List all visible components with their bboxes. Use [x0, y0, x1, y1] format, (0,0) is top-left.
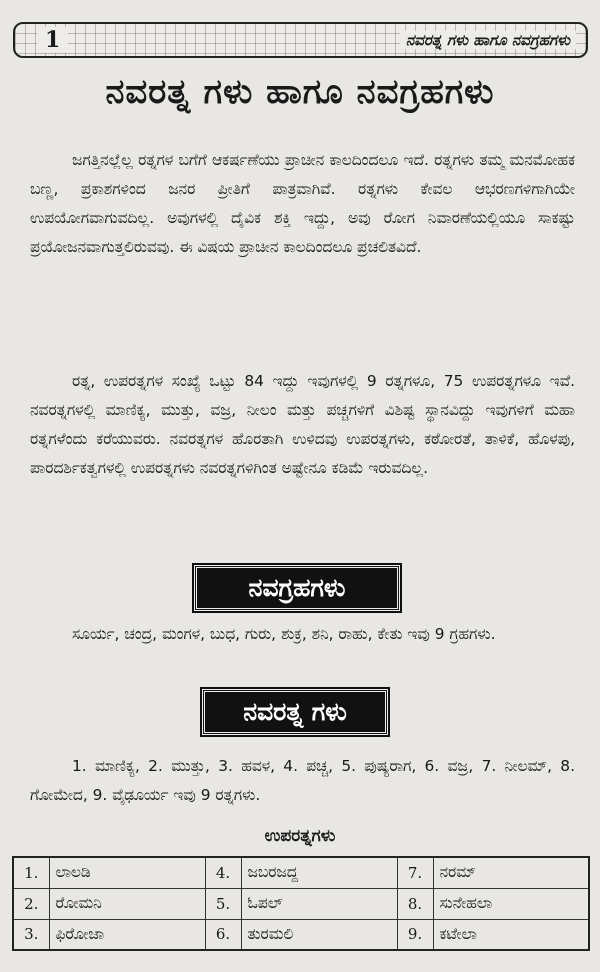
table-cell-number: 9. — [397, 919, 433, 950]
table-cell-number: 1. — [13, 857, 49, 888]
table-cell-name: ಜಬರಜದ್ದ — [241, 857, 397, 888]
uparatna-table — [12, 856, 590, 951]
table-cell-number: 5. — [205, 888, 241, 919]
table-cell-name: ಸುನೇಹಲಾ — [433, 888, 589, 919]
navaratna-list: 1. ಮಾಣಿಕ್ಯ, 2. ಮುತ್ತು, 3. ಹವಳ, 4. ಪಚ್ಚ, 5. ಪುಷ್ಯರಾಗ, 6. ವಜ್ರ, 7. ನೀಲಮ್, 8. ಗೋಮೇದ, 9. ವೈಢೂರ್ಯ ಇವು 9 ರತ್ನಗಳು. — [30, 757, 575, 804]
table-cell-name: ಓಪಲ್ — [241, 888, 397, 919]
table-cell-name: ಲಾಲಡಿ — [49, 857, 205, 888]
navagraha-list: ಸೂರ್ಯ, ಚಂದ್ರ, ಮಂಗಳ, ಬುಧ, ಗುರು, ಶುಕ್ರ, ಶನಿ, ರಾಹು, ಕೇತು ಇವು 9 ಗ್ರಹಗಳು. — [72, 625, 496, 643]
table-cell-number: 3. — [13, 919, 49, 950]
table-cell-number: 8. — [397, 888, 433, 919]
navaratna-heading: ನವರತ್ನ ಗಳು — [202, 689, 388, 735]
table-cell-name: ತುರಮಲಿ — [241, 919, 397, 950]
table-cell-name: ರೋಮನಿ — [49, 888, 205, 919]
table-row — [13, 919, 589, 950]
table-cell-name: ಫಿರೋಜಾ — [49, 919, 205, 950]
table-cell-number: 2. — [13, 888, 49, 919]
table-cell-number: 7. — [397, 857, 433, 888]
table-cell-name: ಕಟೇಲಾ — [433, 919, 589, 950]
table-cell-name: ನರಮ್ — [433, 857, 589, 888]
running-title: ನವರತ್ನ ಗಳು ಹಾಗೂ ನವಗ್ರಹಗಳು — [400, 31, 576, 49]
table-cell-number: 6. — [205, 919, 241, 950]
page-header — [13, 22, 588, 58]
intro-paragraph: ಜಗತ್ತಿನಲ್ಲೆಲ್ಲ ರತ್ನಗಳ ಬಗೆಗೆ ಆಕರ್ಷಣೆಯು ಪ್ರಾಚೀನ ಕಾಲದಿಂದಲೂ ಇದೆ. ರತ್ನಗಳು ತಮ್ಮ ಮನಮೋಹಕ ಬಣ್ಣ, ಪ್ರಕಾಶಗಳಿಂದ ಜನರ ಪ್ರೀತಿಗೆ ಪಾತ್ರವಾಗಿವೆ. ರತ್ನಗಳು ಕೇವಲ ಆಭರಣಗಳಿಗಾಗಿಯೇ ಉಪಯೋಗವಾಗುವದಿಲ್ಲ. ಅವುಗಳಲ್ಲಿ ದೈವಿಕ ಶಕ್ತಿ ಇದ್ದು, ಅವು ರೋಗ ನಿವಾರಣೆಯಲ್ಲಿಯೂ ಸಾಕಷ್ಟು ಪ್ರಯೋಜನವಾಗುತ್ತಲಿರುವವು. ಈ ವಿಷಯ ಪ್ರಾಚೀನ ಕಾಲದಿಂದಲೂ ಪ್ರಚಲಿತವಿದೆ. — [30, 151, 575, 256]
uparatna-heading: ಉಪರತ್ನಗಳು — [264, 826, 336, 846]
table-row — [13, 888, 589, 919]
table-row — [13, 857, 589, 888]
page-number: 1 — [37, 27, 68, 53]
page-title: ನವರತ್ನ ಗಳು ಹಾಗೂ ನವಗ್ರಹಗಳು — [105, 72, 495, 112]
ratna-count-paragraph: ರತ್ನ, ಉಪರತ್ನಗಳ ಸಂಖ್ಯೆ ಒಟ್ಟು 84 ಇದ್ದು ಇವುಗಳಲ್ಲಿ 9 ರತ್ನಗಳೂ, 75 ಉಪರತ್ನಗಳೂ ಇವೆ. ನವರತ್ನಗಳಲ್ಲಿ ಮಾಣಿಕ್ಯ, ಮುತ್ತು, ವಜ್ರ, ನೀಲಂ ಮತ್ತು ಪಚ್ಚಗಳಿಗೆ ವಿಶಿಷ್ಟ ಸ್ಥಾನವಿದ್ದು ಇವುಗಳಿಗೆ ಮಹಾ ರತ್ನಗಳೆಂದು ಕರೆಯುವರು. ನವರತ್ನಗಳ ಹೊರತಾಗಿ ಉಳಿದವು ಉಪರತ್ನಗಳು, ಕಠೋರತೆ, ತಾಳಿಕೆ, ಹೊಳಪು, ಪಾರದರ್ಶಿಕತ್ವಗಳಲ್ಲಿ ಉಪರತ್ನಗಳು ನವರತ್ನಗಳಿಗಿಂತ ಅಷ್ಟೇನೂ ಕಡಿಮೆ ಇರುವದಿಲ್ಲ. — [30, 372, 575, 477]
navagraha-heading: ನವಗ್ರಹಗಳು — [194, 565, 400, 611]
table-cell-number: 4. — [205, 857, 241, 888]
